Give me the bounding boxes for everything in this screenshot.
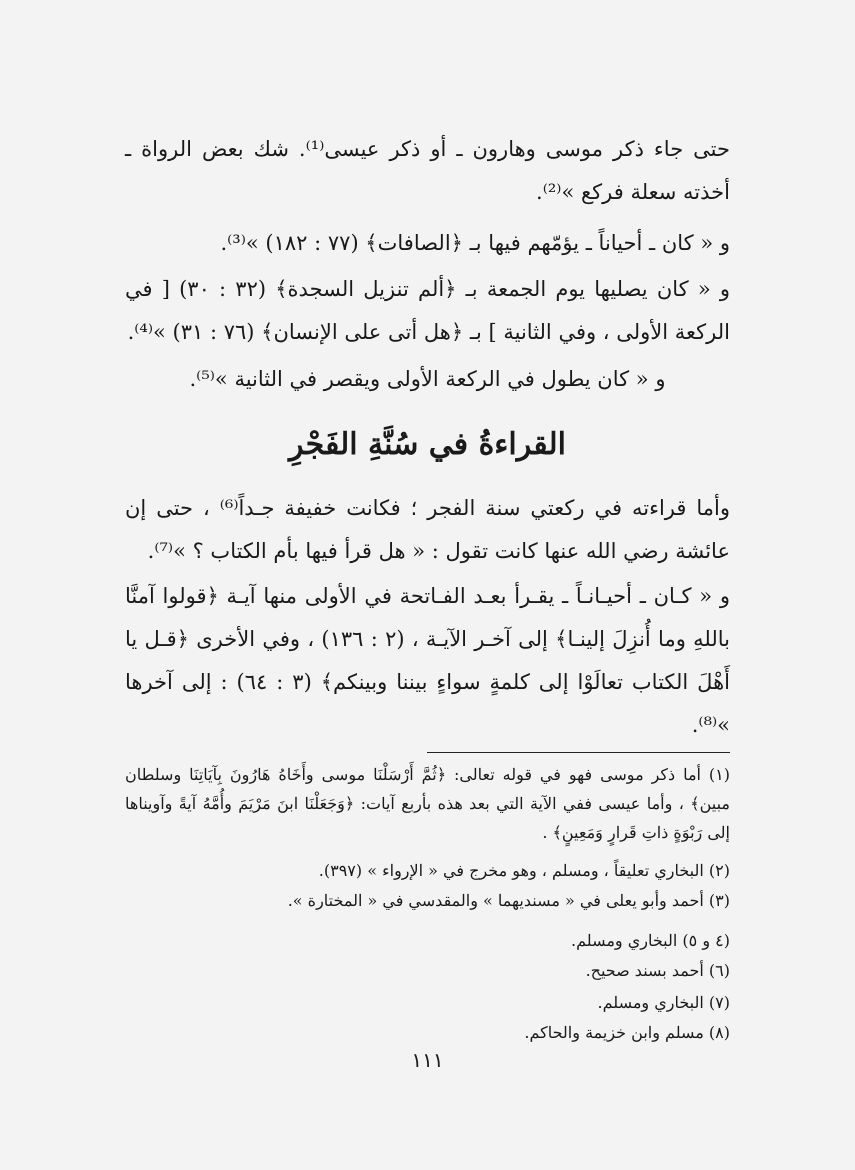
footnote-separator — [427, 752, 730, 753]
footnote-2: (٢) البخاري تعليقاً ، ومسلم ، وهو مخرج في « الإرواء » (٣٩٧). — [318, 861, 730, 880]
paragraph-5: وأما قراءته في ركعتي سنة الفجر ؛ فكانت خفيفة جـداً⁽⁶⁾ ، حتى إن عائشة رضي الله عنها كانت تقول : « هل قرأ فيها بأم الكتاب ؟ »⁽⁷⁾. — [125, 496, 730, 563]
paragraph-1: حتى جاء ذكر موسى وهارون ـ أو ذكر عيسى⁽¹⁾. شك بعض الرواة ـ أخذته سعلة فركع »⁽²⁾. — [125, 137, 730, 204]
paragraph-2: و « كان ـ أحياناً ـ يؤمّهم فيها بـ ﴿الصافات﴾ (٧٧ : ١٨٢) »⁽³⁾. — [220, 231, 730, 255]
page-number: ١١١ — [411, 1048, 444, 1072]
footnote-7: (٧) البخاري ومسلم. — [597, 993, 730, 1012]
paragraph-4: و « كان يطول في الركعة الأولى ويقصر في الثانية »⁽⁵⁾. — [189, 367, 666, 391]
footnote-4-5: (٤ و ٥) البخاري ومسلم. — [571, 931, 730, 950]
footnote-8: (٨) مسلم وابن خزيمة والحاكم. — [524, 1023, 730, 1042]
paragraph-6: و « كـان ـ أحيـانـاً ـ يقـرأ بعـد الفـاتحة في الأولى منها آيـة ﴿قولوا آمنَّا باللهِ وما أُنزِلَ إلينـا﴾ إلى آخـر الآيـة ، (٢ : ١٣٦) ، وفي الأخرى ﴿قـل يا أَهْلَ الكتاب تعالَوْا إلى كلمةٍ سواءٍ بيننا وبينكم﴾ (٣ : ٦٤) : إلى آخرها »⁽⁸⁾. — [125, 584, 730, 737]
section-heading: القراءةُ في سُنَّةِ الفَجْرِ — [289, 427, 566, 462]
footnote-3: (٣) أحمد وأبو يعلى في « مسنديهما » والمقدسي في « المختارة ». — [287, 891, 730, 910]
footnote-6: (٦) أحمد بسند صحيح. — [585, 961, 730, 980]
paragraph-3: و « كان يصليها يوم الجمعة بـ ﴿ألم تنزيل السجدة﴾ (٣٢ : ٣٠) [ في الركعة الأولى ، وفي الثانية ] بـ ﴿هل أتى على الإنسان﴾ (٧٦ : ٣١) »⁽⁴⁾. — [125, 277, 730, 344]
footnote-1: (١) أما ذكر موسى فهو في قوله تعالى: ﴿ثُمَّ أَرْسَلْنَا موسى وأَخَاهُ هَارُونَ بِآيَاتِنَا وسلطان مبين﴾ ، وأما عيسى ففي الآية التي بعد هذه بأربع آيات: ﴿وَجَعَلْنَا ابنَ مَرْيَمَ وأُمَّهُ آيةً وآويناها إلى رَبْوَةٍ ذاتِ قَرارٍ وَمَعِينٍ﴾ . — [125, 765, 730, 842]
